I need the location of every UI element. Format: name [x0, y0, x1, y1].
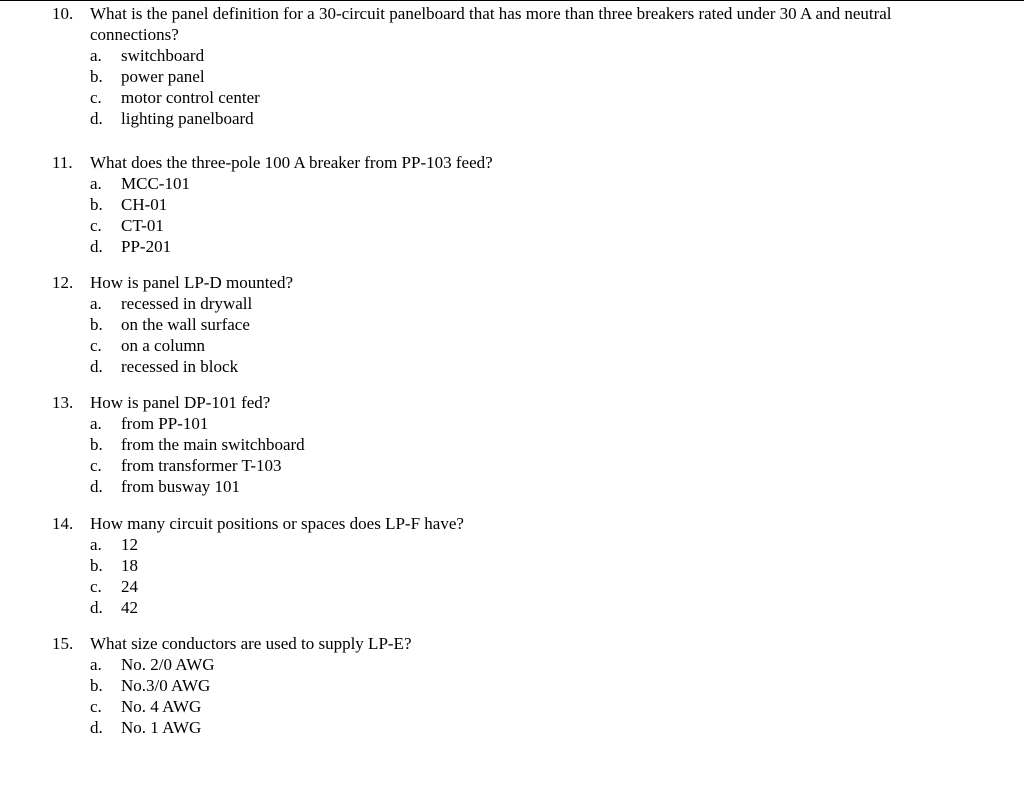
option-letter: d.: [90, 357, 103, 376]
question-stem: [0, 513, 1024, 534]
option-letter: c.: [90, 577, 102, 596]
option-c: [0, 696, 1024, 717]
question-15: [0, 633, 1024, 738]
option-b: [0, 194, 1024, 215]
option-text: recessed in block: [121, 357, 239, 376]
option-c: [0, 576, 1024, 597]
option-c: [0, 455, 1024, 476]
option-text: from transformer T-103: [121, 456, 282, 475]
option-a: [0, 654, 1024, 675]
option-text: No. 1 AWG: [121, 718, 202, 737]
option-text: recessed in drywall: [121, 294, 253, 313]
question-13: [0, 392, 1024, 497]
option-text: lighting panelboard: [121, 109, 254, 128]
option-text: CH-01: [121, 195, 168, 214]
option-d: [0, 717, 1024, 738]
option-d: [0, 476, 1024, 497]
question-stem: [0, 3, 1024, 45]
option-d: [0, 236, 1024, 257]
option-letter: b.: [90, 435, 103, 454]
top-rule: [0, 0, 1024, 1]
option-letter: a.: [90, 535, 102, 554]
question-text: What size conductors are used to supply LP-E?: [90, 634, 412, 653]
option-d: [0, 356, 1024, 377]
option-letter: a.: [90, 294, 102, 313]
option-letter: b.: [90, 195, 103, 214]
option-letter: c.: [90, 88, 102, 107]
option-text: on the wall surface: [121, 315, 250, 334]
option-text: 18: [121, 556, 138, 575]
question-stem: [0, 633, 1024, 654]
option-letter: c.: [90, 456, 102, 475]
option-text: No. 2/0 AWG: [121, 655, 215, 674]
question-text: How many circuit positions or spaces does LP-F have?: [90, 514, 464, 533]
option-text: motor control center: [121, 88, 260, 107]
option-a: [0, 45, 1024, 66]
option-text: 12: [121, 535, 138, 554]
question-text: How is panel DP-101 fed?: [90, 393, 271, 412]
option-letter: b.: [90, 315, 103, 334]
question-number: 14.: [52, 514, 74, 533]
option-b: [0, 66, 1024, 87]
question-text: What does the three-pole 100 A breaker from PP-103 feed?: [90, 153, 493, 172]
option-text: CT-01: [121, 216, 164, 235]
option-text: 42: [121, 598, 138, 617]
option-letter: c.: [90, 697, 102, 716]
option-text: power panel: [121, 67, 205, 86]
option-c: [0, 335, 1024, 356]
option-letter: a.: [90, 174, 102, 193]
question-number: 12.: [52, 273, 74, 292]
question-11: [0, 152, 1024, 257]
option-text: MCC-101: [121, 174, 190, 193]
option-a: [0, 293, 1024, 314]
option-letter: b.: [90, 676, 103, 695]
option-b: [0, 434, 1024, 455]
option-text: on a column: [121, 336, 206, 355]
question-text: How is panel LP-D mounted?: [90, 273, 294, 292]
option-letter: c.: [90, 216, 102, 235]
question-text: What is the panel definition for a 30-circuit panelboard that has more than three breakers rated under 30 A and neutral connections?: [90, 4, 892, 44]
option-text: 24: [121, 577, 138, 596]
question-10: [0, 3, 1024, 129]
option-b: [0, 555, 1024, 576]
option-a: [0, 173, 1024, 194]
question-stem: [0, 152, 1024, 173]
option-a: [0, 534, 1024, 555]
option-text: No.3/0 AWG: [121, 676, 211, 695]
option-letter: d.: [90, 237, 103, 256]
option-b: [0, 314, 1024, 335]
option-letter: a.: [90, 414, 102, 433]
option-d: [0, 108, 1024, 129]
option-letter: b.: [90, 556, 103, 575]
question-12: [0, 272, 1024, 377]
question-stem: [0, 392, 1024, 413]
question-number: 10.: [52, 4, 74, 23]
option-text: No. 4 AWG: [121, 697, 202, 716]
question-stem: [0, 272, 1024, 293]
question-number: 15.: [52, 634, 74, 653]
option-c: [0, 215, 1024, 236]
option-letter: b.: [90, 67, 103, 86]
option-letter: d.: [90, 109, 103, 128]
option-letter: d.: [90, 477, 103, 496]
option-text: switchboard: [121, 46, 205, 65]
option-c: [0, 87, 1024, 108]
question-14: [0, 513, 1024, 618]
option-letter: d.: [90, 718, 103, 737]
option-text: from busway 101: [121, 477, 240, 496]
option-a: [0, 413, 1024, 434]
question-number: 11.: [52, 153, 73, 172]
option-text: PP-201: [121, 237, 172, 256]
option-d: [0, 597, 1024, 618]
option-text: from the main switchboard: [121, 435, 305, 454]
option-letter: c.: [90, 336, 102, 355]
option-b: [0, 675, 1024, 696]
option-text: from PP-101: [121, 414, 209, 433]
option-letter: a.: [90, 46, 102, 65]
option-letter: a.: [90, 655, 102, 674]
option-letter: d.: [90, 598, 103, 617]
question-number: 13.: [52, 393, 74, 412]
